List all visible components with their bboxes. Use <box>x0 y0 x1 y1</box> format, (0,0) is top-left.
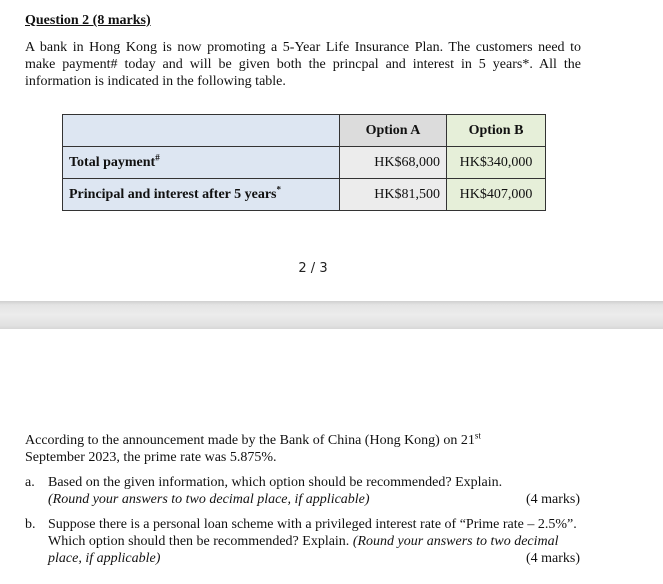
row-label-total-payment: Total payment# <box>63 147 340 179</box>
part-a-marks: (4 marks) <box>525 492 580 507</box>
table-header-blank <box>63 115 340 147</box>
table-header-row <box>63 115 546 147</box>
part-a-note: (Round your answers to two decimal place, if applicable) <box>48 492 370 507</box>
part-b-text: Suppose there is a personal loan scheme with a privileged interest rate of “Prime rate – 2.5%”. Which option should then be recommended? Explain. <box>48 517 577 549</box>
table-row <box>63 179 546 211</box>
part-a <box>25 474 580 508</box>
part-b <box>25 516 580 567</box>
table-header-option-a: Option A <box>340 115 447 147</box>
announcement-text: According to the announcement made by the Bank of China (Hong Kong) on 21st September 2023, the prime rate was 5.875%. <box>25 430 481 465</box>
cell-total-payment-b: HK$340,000 <box>447 147 546 179</box>
table-header-option-b: Option B <box>447 115 546 147</box>
cell-principal-interest-b: HK$407,000 <box>447 179 546 211</box>
part-a-letter: a. <box>25 475 35 490</box>
question-title: Question 2 (8 marks) <box>25 13 151 28</box>
part-b-letter: b. <box>25 517 36 532</box>
plan-table <box>62 114 546 211</box>
part-b-marks: (4 marks) <box>525 551 580 566</box>
cell-principal-interest-a: HK$81,500 <box>340 179 447 211</box>
part-b-note: (Round your answers to two decimal place, if applicable) <box>48 534 559 566</box>
part-b-body <box>48 516 580 567</box>
table-row <box>63 147 546 179</box>
row-label-principal-interest: Principal and interest after 5 years* <box>63 179 340 211</box>
part-a-text: Based on the given information, which option should be recommended? Explain. <box>48 475 503 490</box>
page-gap <box>0 301 663 329</box>
question-intro: A bank in Hong Kong is now promoting a 5-Year Life Insurance Plan. The customers need to make payment# today and will be given both the princpal and interest in 5 years*. All the information is indicated in the following table. <box>25 40 581 89</box>
cell-total-payment-a: HK$68,000 <box>340 147 447 179</box>
page-indicator: 2 / 3 <box>298 261 328 276</box>
